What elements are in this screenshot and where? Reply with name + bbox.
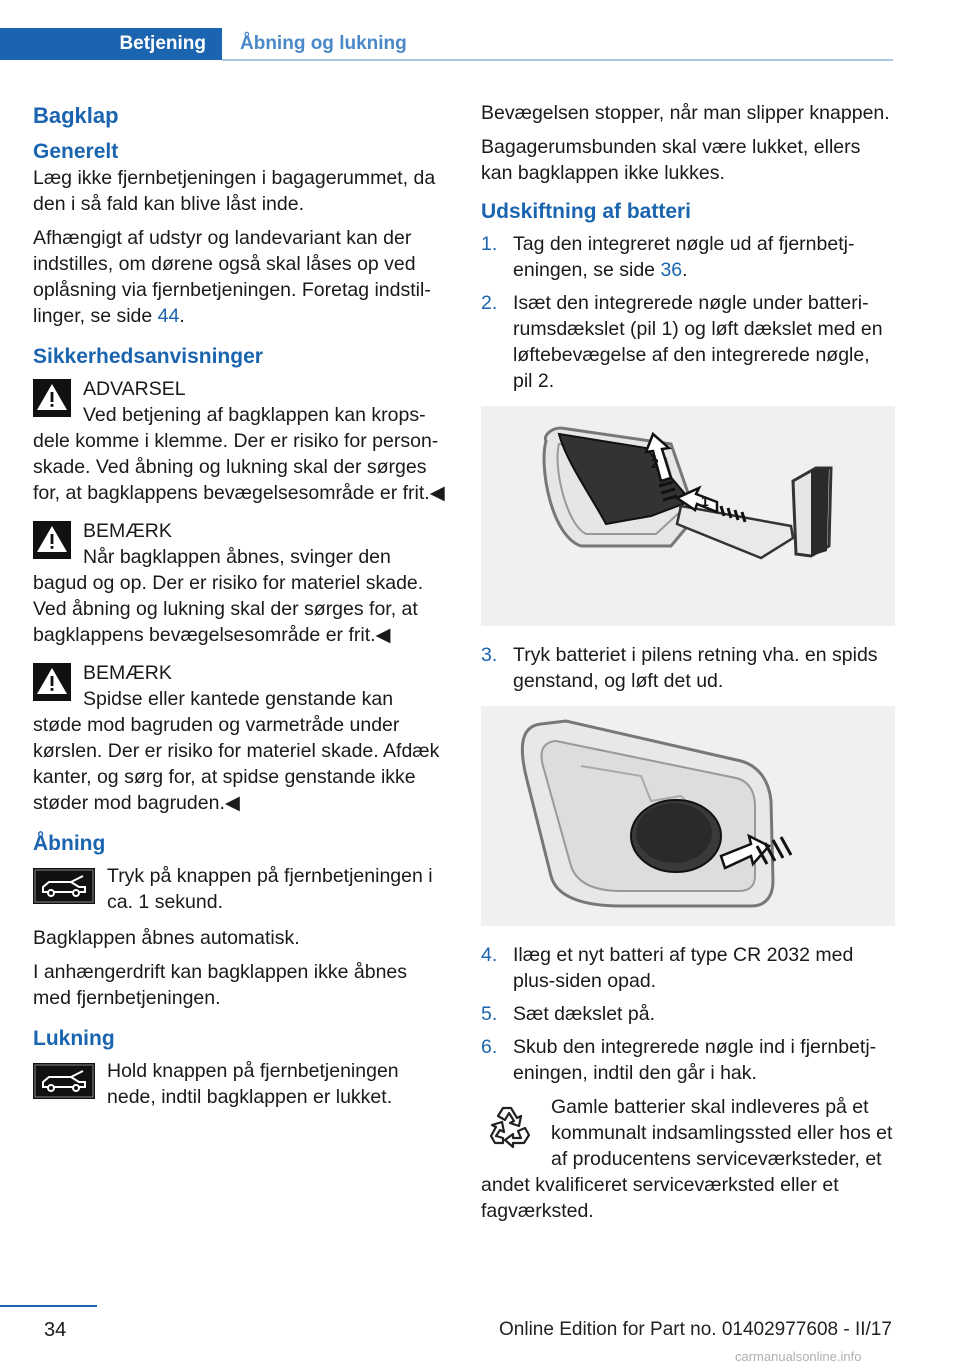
general-paragraph-2-text: Afhængigt af udstyr og landevariant kan der indstilles, om dørene også skal låses op ved oplåsning via fjernbetjeningen. Foretag indstillinger, se side: [33, 227, 431, 327]
step-number: 3.: [481, 644, 498, 666]
recycle-icon: [485, 1100, 535, 1150]
key-fob-drawing: [481, 406, 895, 626]
battery-steps-a: [481, 231, 894, 394]
header-bar: [0, 28, 893, 61]
step-text-end: .: [682, 259, 688, 281]
warning-triangle-icon: [33, 379, 71, 417]
step-text: Tag den integreret nøgle ud af fjernbetjeningen, se side: [513, 233, 855, 281]
warning-triangle-icon: [33, 521, 71, 559]
step-text: Tryk batteriet i pilens retning vha. en spids genstand, og løft det ud.: [513, 644, 878, 692]
heading-lukning: Lukning: [33, 1027, 115, 1050]
page-number: 34: [44, 1319, 67, 1341]
notice-2-title: BEMÆRK: [83, 662, 172, 684]
notice-block-1: [33, 518, 447, 648]
recycling-text: Gamle batterier skal indleveres på et kommunalt indsamlingssted eller hos et af producentens serviceværksteder, et andet kvalificeret serviceværksted eller et fagværksted.: [481, 1096, 893, 1222]
heading-aabning: Åbning: [33, 832, 106, 855]
recycling-notice: [481, 1094, 894, 1224]
step-number: 1.: [481, 233, 498, 255]
step-text: Sæt dækslet på.: [513, 1003, 655, 1025]
heading-udskiftning-af-batteri: Udskiftning af batteri: [481, 200, 692, 223]
watermark: carmanualsonline.info: [735, 1349, 862, 1364]
general-paragraph-2-end: .: [179, 305, 185, 327]
step-text: Ilæg et nyt batteri af type CR 2032 med plus-siden opad.: [513, 944, 854, 992]
section-title-bagklap: Bagklap: [33, 103, 119, 128]
opening-instruction-text: Tryk på knappen på fjernbetjeningen i ca. 1 sekund.: [107, 865, 433, 913]
step-number: 6.: [481, 1036, 498, 1058]
step-5: [481, 1001, 894, 1027]
step-number: 2.: [481, 292, 498, 314]
opening-paragraph-2: I anhængerdrift kan bagklappen ikke åbnes med fjernbetjeningen.: [33, 961, 408, 1009]
battery-steps-b: [481, 642, 894, 694]
warning-triangle-icon: [33, 663, 71, 701]
key-battery-cover-illustration: [481, 406, 895, 626]
warning-block: [33, 376, 447, 506]
arrow-1-label: 1: [701, 493, 709, 509]
step-text: Isæt den integrerede nøgle under batterirumsdækslet (pil 1) og løft dækslet med en løftebevægelse af den integrerede nøgle, pil 2.: [513, 292, 883, 392]
step-number: 5.: [481, 1003, 498, 1025]
step-number: 4.: [481, 944, 498, 966]
opening-paragraph-1: Bagklappen åbnes automatisk.: [33, 927, 300, 949]
step-1: [481, 231, 894, 283]
right-paragraph-1: Bevægelsen stopper, når man slipper knappen.: [481, 102, 890, 124]
notice-block-2: [33, 660, 447, 816]
step-6: [481, 1034, 894, 1086]
step-4: [481, 942, 894, 994]
general-paragraph-2: [33, 225, 447, 329]
notice-1-title: BEMÆRK: [83, 520, 172, 542]
right-paragraph-2: Bagagerumsbunden skal være lukket, ellers kan bagklappen ikke lukkes.: [481, 136, 861, 184]
arrow-2-label: 2: [651, 455, 659, 471]
heading-sikkerhedsanvisninger: Sikkerhedsanvisninger: [33, 345, 263, 368]
step-2: [481, 290, 894, 394]
step-3: [481, 642, 894, 694]
step-text: Skub den integrerede nøgle ind i fjernbetjeningen, indtil den går i hak.: [513, 1036, 877, 1084]
tab-aabning-og-lukning[interactable]: Åbning og lukning: [240, 33, 407, 54]
right-column: [481, 100, 894, 1236]
opening-instruction: [33, 863, 447, 915]
open-fob-drawing: [481, 706, 895, 926]
closing-instruction: [33, 1058, 447, 1110]
battery-removal-illustration: [481, 706, 895, 926]
tab-betjening[interactable]: Betjening: [0, 28, 222, 60]
left-column: [33, 100, 447, 1122]
page-link-36[interactable]: 36: [660, 259, 683, 281]
battery-steps-c: [481, 942, 894, 1086]
warning-title: ADVARSEL: [83, 378, 186, 400]
general-paragraph-1: Læg ikke fjernbetjeningen i bagagerummet, da den i så fald kan blive låst inde.: [33, 167, 436, 215]
closing-instruction-text: Hold knappen på fjernbetjeningen nede, indtil bagklappen er lukket.: [107, 1060, 399, 1108]
page-link-44[interactable]: 44: [157, 305, 180, 327]
notice-2-text: Spidse eller kantede genstande kan støde mod bagruden og varmetråde under kørslen. Der er risiko for materiel skade. Afdæk kanter, og sørg for, at spidse genstande ikke støder mod bagruden.◀: [33, 688, 440, 814]
tailgate-button-icon: [33, 868, 95, 904]
heading-generelt: Generelt: [33, 140, 119, 163]
warning-text: Ved betjening af bagklappen kan kropsdele komme i klemme. Der er risiko for personskade. Ved åbning og lukning skal der sørges for, at bagklappens bevægelsesområde er frit.◀: [33, 404, 445, 504]
footer-rule: [0, 1305, 97, 1307]
tailgate-button-icon: [33, 1063, 95, 1099]
header-rule: [222, 59, 893, 61]
notice-1-text: Når bagklappen åbnes, svinger den bagud og op. Der er risiko for materiel skade. Ved åbning og lukning skal der sørges for, at bagklappens bevægelsesområde er frit.◀: [33, 546, 424, 646]
edition-note: Online Edition for Part no. 01402977608 - II/17: [499, 1319, 892, 1340]
